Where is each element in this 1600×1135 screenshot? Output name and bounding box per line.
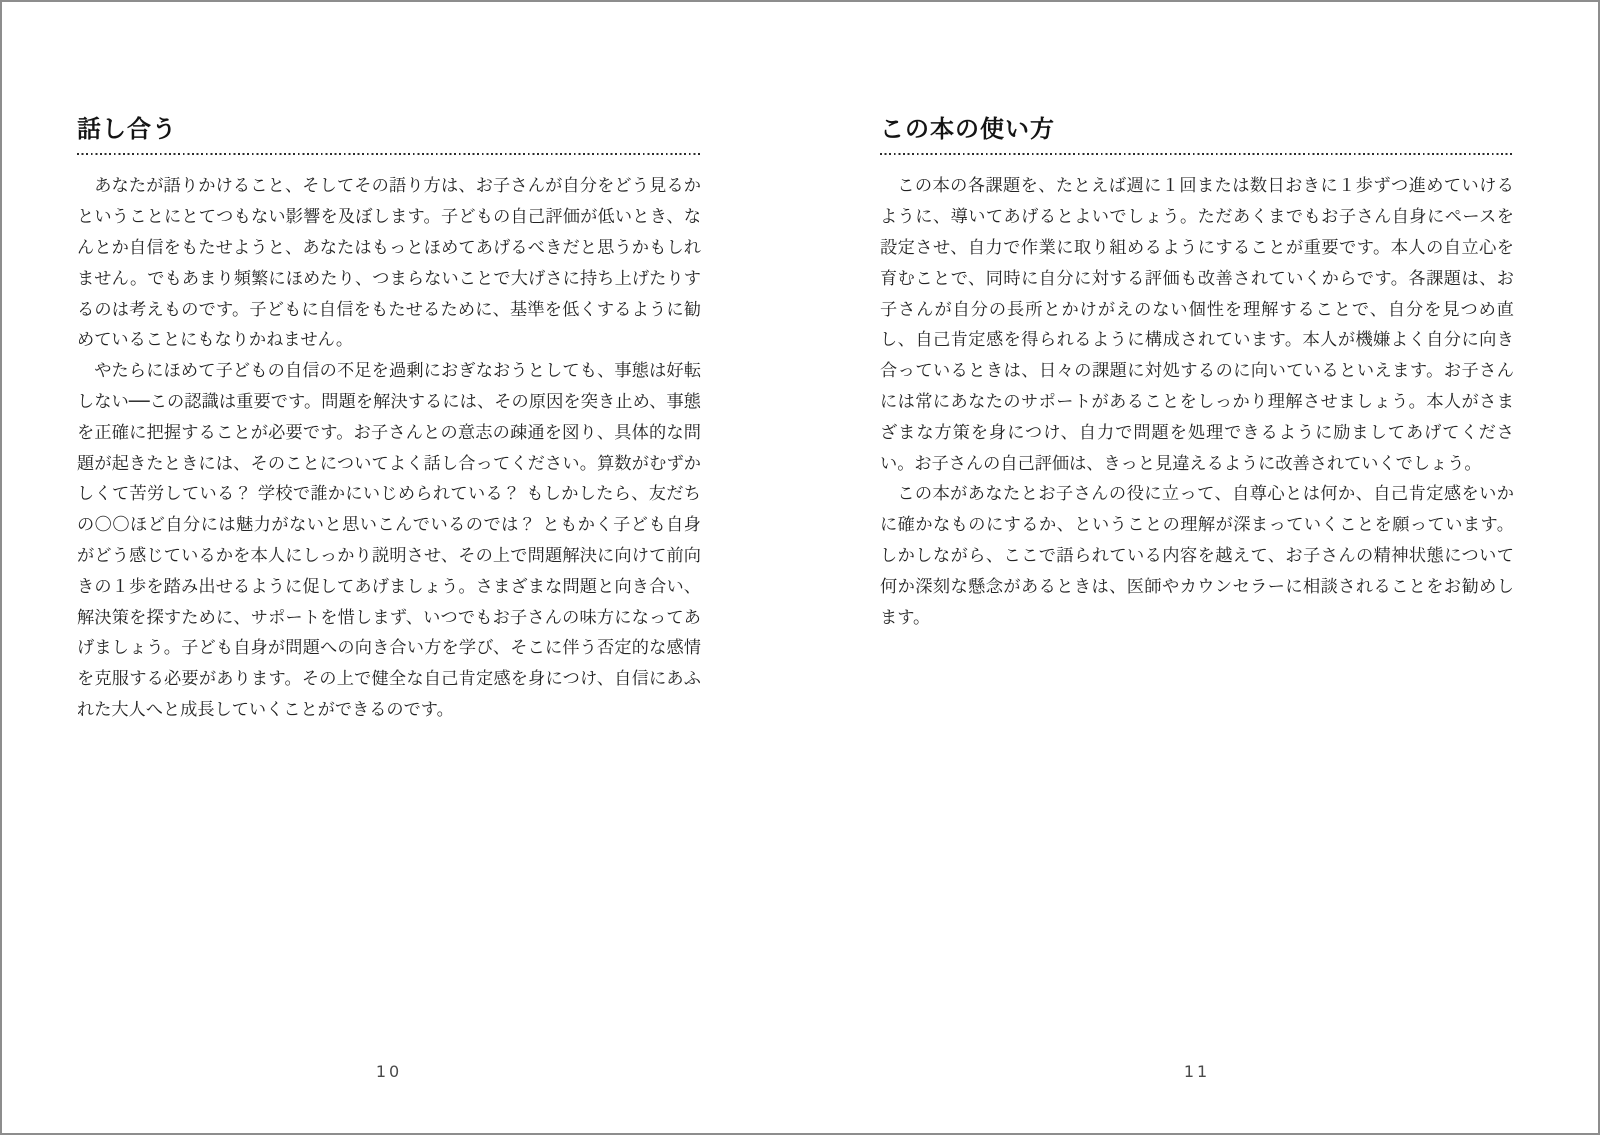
dotted-rule	[880, 153, 1514, 155]
left-page-title: 話し合う	[77, 115, 177, 143]
right-page-title: この本の使い方	[880, 115, 1055, 143]
paragraph: あなたが語りかけること、そしてその語り方は、お子さんが自分をどう見るかということにとてつもない影響を及ぼします。子どもの自己評価が低いとき、なんとか自信をもたせようと、あなたはもっとほめてあげるべきだと思うかもしれません。でもあまり頻繁にほめたり、つまらないことで大げさに持ち上げたりするのは考えものです。子どもに自信をもたせるために、基準を低くするように勧めていることにもなりかねません。	[77, 176, 701, 351]
dotted-rule	[77, 153, 701, 155]
paragraph: やたらにほめて子どもの自信の不足を過剰におぎなおうとしても、事態は好転しない──この認識は重要です。問題を解決するには、その原因を突き止め、事態を正確に把握することが必要です。お子さんとの意志の疎通を図り、具体的な問題が起きたときには、そのことについてよく話し合ってください。算数がむずかしくて苦労している？ 学校で誰かにいじめられている？ もしかしたら、友だちの〇〇ほど自分には魅力がないと思いこんでいるのでは？ ともかく子ども自身がどう感じているかを本人にしっかり説明させ、その上で問題解決に向けて前向きの１歩を踏み出せるように促してあげましょう。さまざまな問題と向き合い、解決策を探すために、サポートを惜しまず、いつでもお子さんの味方になってあげましょう。子ども自身が問題への向き合い方を学び、そこに伴う否定的な感情を克服する必要があります。その上で健全な自己肯定感を身につけ、自信にあふれた大人へと成長していくことができるのです。	[77, 361, 701, 720]
right-page-body	[880, 171, 1514, 633]
left-page-body	[77, 171, 701, 725]
paragraph: この本があなたとお子さんの役に立って、自尊心とは何か、自己肯定感をいかに確かなものにするか、ということの理解が深まっていくことを願っています。しかしながら、ここで語られている内容を越えて、お子さんの精神状態について何か深刻な懸念があるときは、医師やカウンセラーに相談されることをお勧めします。	[880, 484, 1514, 628]
paragraph: この本の各課題を、たとえば週に１回または数日おきに１歩ずつ進めていけるように、導いてあげるとよいでしょう。ただあくまでもお子さん自身にペースを設定させ、自力で作業に取り組めるようにすることが重要です。本人の自立心を育むことで、同時に自分に対する評価も改善されていくからです。各課題は、お子さんが自分の長所とかけがえのない個性を理解することで、自分を見つめ直し、自己肯定感を得られるように構成されています。本人が機嫌よく自分に向き合っているときは、日々の課題に対処するのに向いているといえます。お子さんには常にあなたのサポートがあることをしっかり理解させましょう。本人がさまざまな方策を身につけ、自力で問題を処理できるように励ましてあげてください。お子さんの自己評価は、きっと見違えるように改善されていくでしょう。	[880, 176, 1514, 474]
right-page-number: 11	[1183, 1062, 1211, 1081]
left-page-number: 10	[375, 1062, 403, 1081]
left-page	[77, 112, 701, 726]
right-page	[880, 112, 1514, 633]
